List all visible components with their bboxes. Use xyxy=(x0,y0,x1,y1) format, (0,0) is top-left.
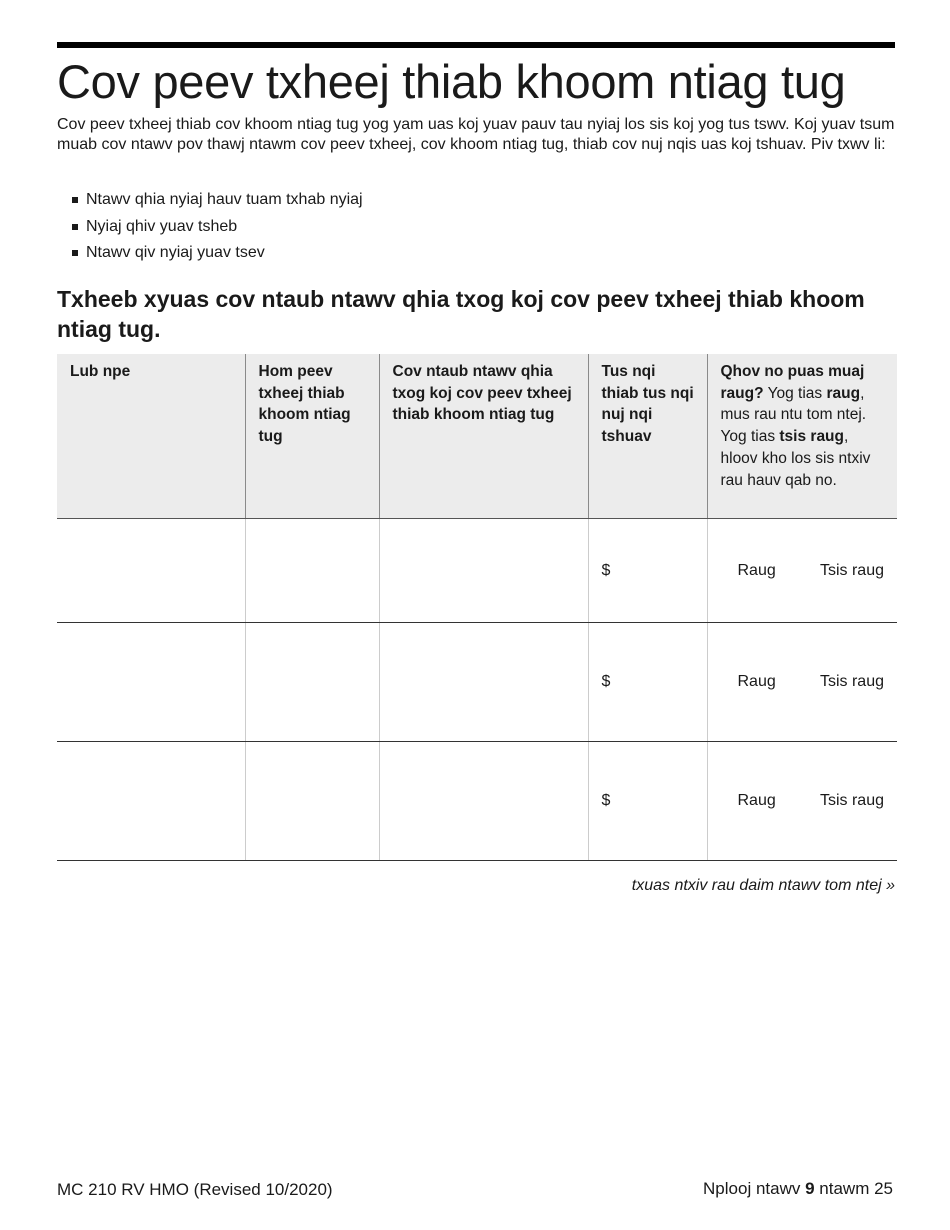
header-status xyxy=(707,354,897,519)
list-item-text: Nyiaj qhiv yuav tsheb xyxy=(86,217,238,235)
assets-table xyxy=(57,354,897,861)
status-cell xyxy=(707,519,897,623)
correct-option[interactable]: Raug xyxy=(737,673,776,690)
name-cell[interactable] xyxy=(57,519,245,623)
incorrect-option[interactable]: Tsis raug xyxy=(819,673,884,690)
value-cell[interactable] xyxy=(588,742,707,861)
header-status-text-3: , hloov kho los sis ntxiv rau hauv qab no. xyxy=(720,428,871,489)
header-value: Tus nqi thiab tus nqi nuj nqi tshuav xyxy=(588,354,707,519)
header-status-bold-1: raug xyxy=(826,384,861,402)
status-cell xyxy=(707,623,897,742)
incorrect-option[interactable]: Tsis raug xyxy=(819,792,884,809)
header-status-text-1: Yog tias xyxy=(763,384,827,402)
page-number-current: 9 xyxy=(805,1179,815,1198)
square-bullet-icon xyxy=(72,224,78,230)
header-documents: Cov ntaub ntawv qhia txog koj cov peev txheej thiab khoom ntiag tug xyxy=(379,354,588,519)
list-item xyxy=(57,216,363,243)
intro-paragraph: Cov peev txheej thiab cov khoom ntiag tug yog yam uas koj yuav pauv tau nyiaj los sis koj yog tus tswv. Koj yuav tsum muab cov ntawv pov thawj ntawm cov peev txheej, cov khoom ntiag tug, thiab cov nuj nqis uas koj tshuav. Piv txwv li: xyxy=(57,116,895,153)
value-cell[interactable] xyxy=(588,519,707,623)
currency-symbol: $ xyxy=(601,792,611,809)
example-list xyxy=(57,189,363,269)
currency-symbol: $ xyxy=(601,561,611,579)
page-title: Cov peev txheej thiab khoom ntiag tug xyxy=(57,55,846,108)
currency-symbol: $ xyxy=(601,673,611,690)
correct-option[interactable]: Raug xyxy=(737,561,776,579)
table-row xyxy=(57,519,897,623)
continue-note: txuas ntxiv rau daim ntawv tom ntej » xyxy=(631,877,895,894)
status-cell xyxy=(707,742,897,861)
list-item xyxy=(57,189,363,216)
table-row xyxy=(57,742,897,861)
page-number-suffix: ntawm 25 xyxy=(814,1179,893,1198)
square-bullet-icon xyxy=(72,197,78,203)
header-name: Lub npe xyxy=(57,354,245,519)
list-item-text: Ntawv qiv nyiaj yuav tsev xyxy=(86,244,265,261)
incorrect-option[interactable]: Tsis raug xyxy=(819,561,884,579)
header-type: Hom peev txheej thiab khoom ntiag tug xyxy=(245,354,379,519)
square-bullet-icon xyxy=(72,250,78,256)
page-number-prefix: Nplooj ntawv xyxy=(703,1179,806,1198)
table-row xyxy=(57,623,897,742)
type-cell[interactable] xyxy=(245,623,379,742)
top-rule xyxy=(57,42,895,48)
form-id: MC 210 RV HMO (Revised 10/2020) xyxy=(57,1180,333,1199)
documents-cell[interactable] xyxy=(379,623,588,742)
list-item-text: Ntawv qhia nyiaj hauv tuam txhab nyiaj xyxy=(86,191,363,208)
documents-cell[interactable] xyxy=(379,742,588,861)
type-cell[interactable] xyxy=(245,742,379,861)
documents-cell[interactable] xyxy=(379,519,588,623)
type-cell[interactable] xyxy=(245,519,379,623)
value-cell[interactable] xyxy=(588,623,707,742)
table-header-row xyxy=(57,354,897,519)
correct-option[interactable]: Raug xyxy=(737,792,776,809)
name-cell[interactable] xyxy=(57,742,245,861)
section-heading: Txheeb xyuas cov ntaub ntawv qhia txog koj cov peev txheej thiab khoom ntiag tug. xyxy=(57,286,865,342)
header-status-question: Qhov no puas muaj raug? xyxy=(720,363,865,402)
header-status-text-2: , mus rau ntu tom ntej. Yog tias xyxy=(720,384,867,446)
list-item xyxy=(57,242,363,269)
name-cell[interactable] xyxy=(57,623,245,742)
page-number xyxy=(703,1179,893,1199)
header-status-bold-2: tsis raug xyxy=(779,428,844,446)
